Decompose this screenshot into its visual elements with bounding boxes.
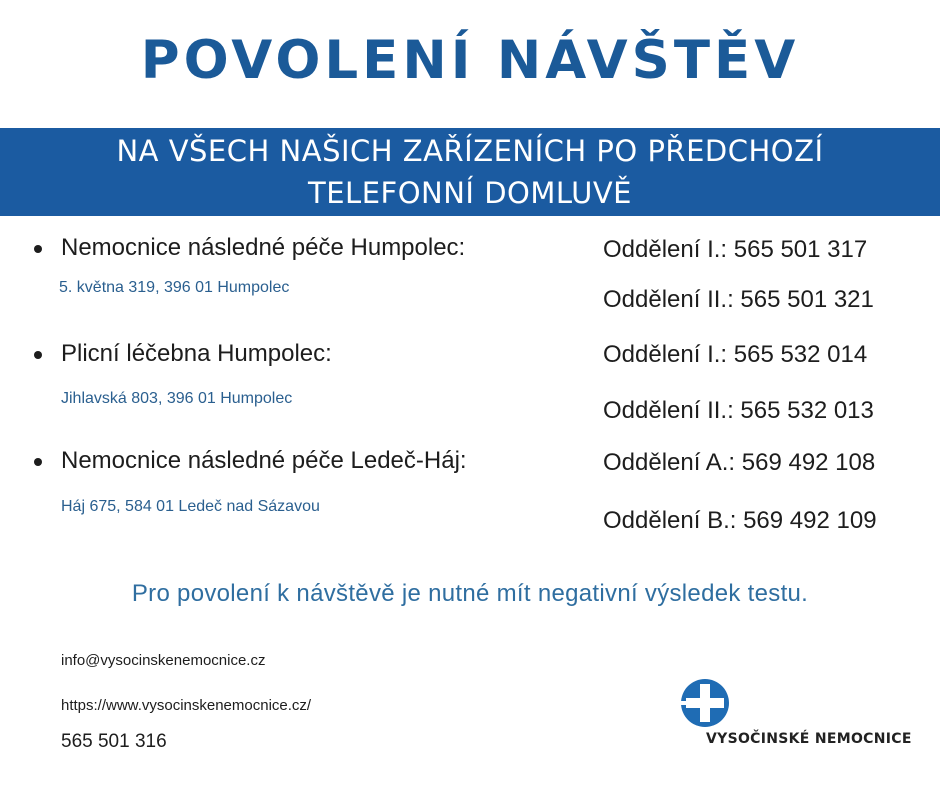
facility-address-ledec-haj: Háj 675, 584 01 Ledeč nad Sázavou xyxy=(61,498,320,515)
contact-email[interactable]: info@vysocinskenemocnice.cz xyxy=(61,652,266,669)
logo-wordmark: VYSOČINSKÉ NEMOCNICE xyxy=(706,731,912,747)
department-phone: Oddělení A.: 569 492 108 xyxy=(603,449,876,476)
department-phone: Oddělení I.: 565 532 014 xyxy=(603,341,868,368)
test-requirement-notice: Pro povolení k návštěvě je nutné mít negativní výsledek testu. xyxy=(131,580,809,607)
facility-name-humpolec-nnp: Nemocnice následné péče Humpolec: xyxy=(61,234,466,261)
bullet-icon xyxy=(34,245,42,253)
department-phone: Oddělení II.: 565 501 321 xyxy=(603,286,874,313)
facility-name-ledec-haj: Nemocnice následné péče Ledeč-Háj: xyxy=(61,447,467,474)
banner-line-1: NA VŠECH NAŠICH ZAŘÍZENÍCH PO PŘEDCHOZÍ xyxy=(116,134,824,168)
facility-name-plicni-lecebna: Plicní léčebna Humpolec: xyxy=(61,340,332,367)
department-phone: Oddělení II.: 565 532 013 xyxy=(603,397,874,424)
contact-website[interactable]: https://www.vysocinskenemocnice.cz/ xyxy=(61,697,312,714)
banner-line-2: TELEFONNÍ DOMLUVĚ xyxy=(308,176,632,210)
department-phone: Oddělení B.: 569 492 109 xyxy=(603,507,877,534)
cross-logo-icon xyxy=(680,678,730,728)
page-title: POVOLENÍ NÁVŠTĚV xyxy=(140,30,800,91)
contact-phone: 565 501 316 xyxy=(61,731,167,752)
facility-address-plicni-lecebna: Jihlavská 803, 396 01 Humpolec xyxy=(61,390,293,407)
department-phone: Oddělení I.: 565 501 317 xyxy=(603,236,868,263)
facility-address-humpolec-nnp: 5. května 319, 396 01 Humpolec xyxy=(59,279,290,296)
bullet-icon xyxy=(34,351,42,359)
bullet-icon xyxy=(34,458,42,466)
banner xyxy=(0,128,940,216)
